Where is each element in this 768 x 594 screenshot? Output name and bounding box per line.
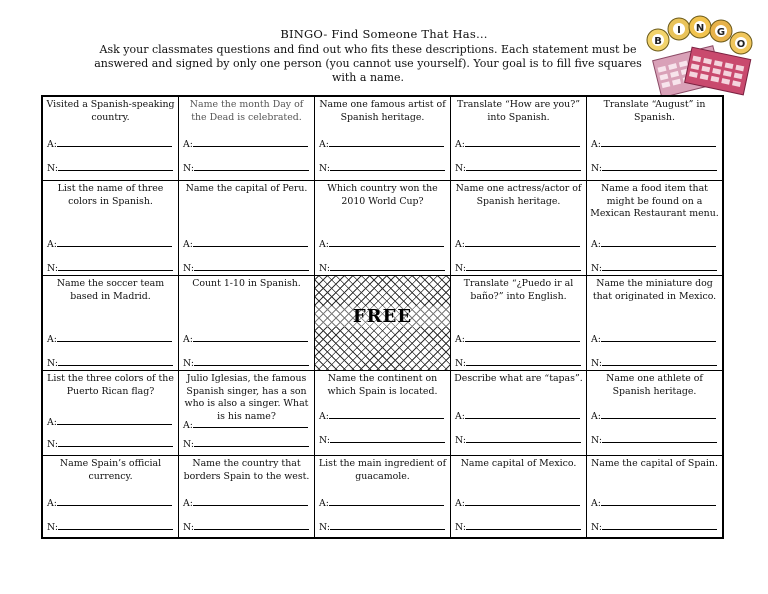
answer-line-blank[interactable] [329, 137, 444, 147]
answer-line-blank[interactable] [193, 332, 308, 342]
name-line[interactable] [183, 437, 309, 450]
name-line[interactable] [591, 356, 717, 369]
name-line-label: N: [319, 522, 331, 533]
answer-line-label: A: [455, 498, 465, 509]
answer-line[interactable] [319, 496, 444, 509]
answer-line-label: A: [591, 334, 601, 345]
name-line-blank[interactable] [58, 261, 173, 271]
name-line[interactable] [47, 356, 173, 369]
answer-line-label: A: [319, 139, 329, 150]
name-line-blank[interactable] [194, 261, 309, 271]
name-line-blank[interactable] [194, 161, 309, 171]
name-line-label: N: [47, 439, 59, 450]
answer-line[interactable] [319, 237, 444, 250]
answer-line[interactable] [183, 332, 308, 345]
answer-line-label: A: [319, 498, 329, 509]
question-text: Visited a Spanish-speaking country. [46, 99, 175, 123]
name-line-label: N: [183, 163, 195, 174]
answer-line[interactable] [183, 137, 308, 150]
answer-line[interactable] [591, 137, 716, 150]
name-line-label: N: [47, 163, 59, 174]
name-line-label: N: [47, 522, 59, 533]
answer-line-blank[interactable] [193, 496, 308, 506]
answer-line[interactable] [455, 409, 580, 422]
name-line[interactable] [591, 520, 717, 533]
name-line-blank[interactable] [466, 433, 581, 443]
bingo-square [43, 371, 179, 456]
name-line-blank[interactable] [58, 520, 173, 530]
answer-line-blank[interactable] [465, 137, 580, 147]
bingo-square [179, 276, 315, 371]
name-line-blank[interactable] [330, 161, 445, 171]
bingo-square [179, 97, 315, 181]
free-label: FREE [315, 306, 450, 327]
answer-line-blank[interactable] [601, 137, 716, 147]
name-line-label: N: [591, 522, 603, 533]
answer-line-label: A: [455, 334, 465, 345]
answer-line[interactable] [591, 237, 716, 250]
answer-line-label: A: [455, 411, 465, 422]
question-text: Name one famous artist of Spanish heritage. [319, 99, 446, 123]
name-line[interactable] [47, 520, 173, 533]
bingo-square [315, 456, 451, 537]
name-line-label: N: [183, 263, 195, 274]
name-line-label: N: [183, 358, 195, 369]
answer-line[interactable] [47, 137, 172, 150]
answer-line-blank[interactable] [193, 137, 308, 147]
name-line-blank[interactable] [194, 437, 309, 447]
name-line[interactable] [183, 161, 309, 174]
answer-line-blank[interactable] [329, 237, 444, 247]
question-text: Translate “August” in Spanish. [603, 99, 706, 123]
answer-line[interactable] [47, 332, 172, 345]
name-line[interactable] [47, 261, 173, 274]
svg-text:O: O [736, 39, 746, 50]
answer-line-blank[interactable] [465, 409, 580, 419]
name-line-blank[interactable] [466, 261, 581, 271]
answer-line-label: A: [591, 411, 601, 422]
answer-line[interactable] [183, 237, 308, 250]
page-title: BINGO- Find Someone That Has… [280, 27, 488, 41]
question-text: Name one athlete of Spanish heritage. [606, 373, 703, 397]
answer-line[interactable] [47, 415, 172, 428]
answer-line-blank[interactable] [57, 415, 172, 425]
name-line-label: N: [47, 263, 59, 274]
answer-line-blank[interactable] [601, 409, 716, 419]
answer-line-label: A: [183, 420, 193, 431]
question-text: List the main ingredient of guacamole. [318, 458, 447, 482]
svg-text:I: I [677, 25, 681, 36]
bingo-square [587, 456, 722, 537]
name-line-label: N: [319, 435, 331, 446]
name-line-label: N: [455, 163, 467, 174]
bingo-square [315, 97, 451, 181]
name-line[interactable] [455, 520, 581, 533]
answer-line[interactable] [455, 137, 580, 150]
name-line[interactable] [319, 261, 445, 274]
question-text: Name the miniature dog that originated in Mexico. [592, 278, 717, 302]
bingo-square [451, 181, 587, 276]
free-square [315, 276, 451, 371]
name-line-label: N: [591, 435, 603, 446]
answer-line-label: A: [455, 139, 465, 150]
answer-line-blank[interactable] [193, 418, 308, 428]
name-line-label: N: [591, 358, 603, 369]
name-line-blank[interactable] [466, 161, 581, 171]
svg-text:G: G [716, 27, 726, 38]
name-line[interactable] [455, 261, 581, 274]
answer-line-blank[interactable] [601, 332, 716, 342]
answer-line-blank[interactable] [601, 237, 716, 247]
worksheet-header [0, 0, 768, 90]
answer-line-blank[interactable] [329, 409, 444, 419]
answer-line-label: A: [319, 239, 329, 250]
bingo-square [179, 456, 315, 537]
name-line[interactable] [183, 520, 309, 533]
answer-line[interactable] [591, 496, 716, 509]
answer-line-blank[interactable] [57, 332, 172, 342]
name-line-blank[interactable] [602, 433, 717, 443]
name-line-blank[interactable] [58, 161, 173, 171]
svg-text:B: B [654, 36, 662, 47]
answer-line[interactable] [319, 409, 444, 422]
bingo-square [43, 97, 179, 181]
bingo-grid [41, 95, 724, 539]
answer-line-label: A: [183, 334, 193, 345]
name-line-blank[interactable] [602, 161, 717, 171]
name-line[interactable] [319, 520, 445, 533]
bingo-square [451, 456, 587, 537]
question-text: Name Spain’s official currency. [59, 458, 162, 482]
name-line-blank[interactable] [58, 356, 173, 366]
name-line-label: N: [591, 163, 603, 174]
name-line-blank[interactable] [602, 520, 717, 530]
answer-line[interactable] [591, 409, 716, 422]
answer-line[interactable] [455, 237, 580, 250]
name-line-label: N: [591, 263, 603, 274]
name-line-label: N: [455, 522, 467, 533]
answer-line-label: A: [47, 498, 57, 509]
answer-line[interactable] [47, 496, 172, 509]
name-line-label: N: [319, 163, 331, 174]
question-text: Name the capital of Spain. [591, 458, 718, 469]
answer-line-label: A: [591, 139, 601, 150]
name-line[interactable] [591, 261, 717, 274]
name-line-label: N: [455, 435, 467, 446]
name-line-blank[interactable] [466, 356, 581, 366]
question-text: List the name of three colors in Spanish. [57, 183, 164, 207]
question-text: Describe what are “tapas”. [454, 373, 583, 384]
bingo-square [587, 276, 722, 371]
answer-line[interactable] [319, 137, 444, 150]
bingo-square [43, 276, 179, 371]
answer-line-label: A: [47, 417, 57, 428]
question-text: Name one actress/actor of Spanish heritage. [455, 183, 582, 207]
question-text: Which country won the 2010 World Cup? [327, 183, 438, 207]
name-line-blank[interactable] [466, 520, 581, 530]
answer-line-label: A: [591, 498, 601, 509]
question-text: Name a food item that might be found on a Mexican Restaurant menu. [590, 183, 719, 219]
name-line[interactable] [47, 437, 173, 450]
answer-line-label: A: [47, 139, 57, 150]
name-line[interactable] [183, 261, 309, 274]
answer-line-blank[interactable] [57, 496, 172, 506]
question-text: Count 1-10 in Spanish. [192, 278, 301, 289]
bingo-square [315, 181, 451, 276]
question-text: Translate “How are you?” into Spanish. [456, 99, 581, 123]
answer-line-label: A: [455, 239, 465, 250]
answer-line[interactable] [183, 418, 308, 431]
answer-line-label: A: [183, 139, 193, 150]
question-text: Julio Iglesias, the famous Spanish singer, has a son who is also a singer. What is his name? [184, 373, 309, 422]
bingo-square [179, 371, 315, 456]
bingo-balls-card-icon [638, 14, 756, 96]
name-line-blank[interactable] [330, 433, 445, 443]
answer-line-label: A: [47, 239, 57, 250]
bingo-square [179, 181, 315, 276]
name-line-blank[interactable] [58, 437, 173, 447]
name-line-blank[interactable] [330, 261, 445, 271]
answer-line[interactable] [183, 496, 308, 509]
answer-line[interactable] [455, 496, 580, 509]
answer-line[interactable] [455, 332, 580, 345]
bingo-square [451, 97, 587, 181]
answer-line-label: A: [183, 498, 193, 509]
instructions: Ask your classmates questions and find out who fits these descriptions. Each statement must be answered and signed by only one person (you cannot use yourself). Your goal is to fill five squares with a name. [94, 43, 642, 84]
name-line[interactable] [47, 161, 173, 174]
question-text: Name the country that borders Spain to the west. [183, 458, 310, 482]
name-line[interactable] [319, 433, 445, 446]
answer-line-blank[interactable] [57, 237, 172, 247]
bingo-square [315, 371, 451, 456]
bingo-square [43, 456, 179, 537]
name-line[interactable] [183, 356, 309, 369]
bingo-square [43, 181, 179, 276]
answer-line-blank[interactable] [465, 237, 580, 247]
bingo-square [451, 371, 587, 456]
name-line-blank[interactable] [602, 356, 717, 366]
name-line[interactable] [319, 161, 445, 174]
bingo-square [451, 276, 587, 371]
bingo-square [587, 181, 722, 276]
name-line-label: N: [319, 263, 331, 274]
svg-text:N: N [695, 23, 705, 34]
answer-line-label: A: [319, 411, 329, 422]
name-line[interactable] [455, 161, 581, 174]
name-line-blank[interactable] [602, 261, 717, 271]
question-text: Name the soccer team based in Madrid. [56, 278, 165, 302]
name-line[interactable] [455, 356, 581, 369]
answer-line-label: A: [183, 239, 193, 250]
name-line[interactable] [591, 161, 717, 174]
name-line-label: N: [455, 263, 467, 274]
answer-line-label: A: [47, 334, 57, 345]
question-text: Name the capital of Peru. [185, 183, 308, 194]
name-line-label: N: [455, 358, 467, 369]
answer-line-blank[interactable] [601, 496, 716, 506]
question-text: Name the continent on which Spain is located. [327, 373, 438, 397]
bingo-square [587, 97, 722, 181]
question-text: Name capital of Mexico. [460, 458, 577, 469]
bingo-square [587, 371, 722, 456]
answer-line-label: A: [591, 239, 601, 250]
answer-line[interactable] [47, 237, 172, 250]
question-text: List the three colors of the Puerto Rican flag? [47, 373, 174, 397]
name-line-blank[interactable] [330, 520, 445, 530]
name-line-label: N: [47, 358, 59, 369]
answer-line[interactable] [591, 332, 716, 345]
name-line[interactable] [591, 433, 717, 446]
name-line-blank[interactable] [194, 356, 309, 366]
question-text: Translate “¿Puedo ir al baño?” into English. [463, 278, 574, 302]
name-line-label: N: [183, 522, 195, 533]
name-line-label: N: [183, 439, 195, 450]
answer-line-blank[interactable] [465, 332, 580, 342]
question-text: Name the month Day of the Dead is celebrated. [189, 99, 304, 123]
answer-line-blank[interactable] [193, 237, 308, 247]
answer-line-blank[interactable] [57, 137, 172, 147]
answer-line-blank[interactable] [465, 496, 580, 506]
name-line[interactable] [455, 433, 581, 446]
answer-line-blank[interactable] [329, 496, 444, 506]
name-line-blank[interactable] [194, 520, 309, 530]
